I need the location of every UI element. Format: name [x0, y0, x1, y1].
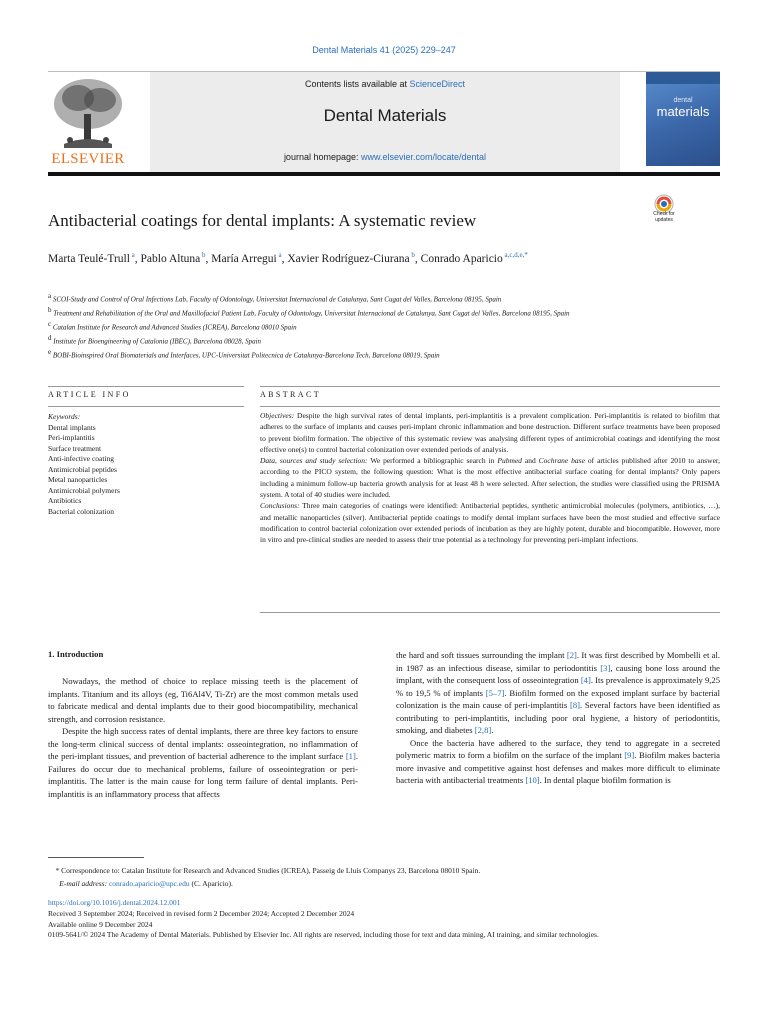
homepage-line	[150, 152, 620, 162]
author-affiliation-marker[interactable]: b	[409, 251, 415, 259]
article-info-heading: ARTICLE INFO	[48, 390, 131, 399]
affiliation-marker: d	[48, 334, 52, 343]
author-name: Xavier Rodríguez-Ciurana	[287, 252, 410, 265]
info-rule	[48, 406, 244, 407]
objectives-label: Objectives:	[260, 411, 295, 420]
data-and: and	[521, 456, 539, 466]
citation-link[interactable]: [9]	[624, 750, 635, 761]
author-affiliation-marker[interactable]: a,c,d,e,*	[502, 251, 528, 259]
publication-info	[48, 898, 720, 941]
intro-paragraph: Once the bacteria have adhered to the surface, they tend to aggregate in a secreted polymeric matrix to form a biofilm on the surface of the implant [9]. Biofilm makes bacteria more invasive and competitive against host defenses and makes more difficult to eliminate bacteria with antibacterial treatments [10]. In dental plaque biofilm formation is	[396, 737, 720, 786]
cover-title-text: materials	[656, 104, 710, 119]
affiliation-text: BOBI-Bioinspired Oral Biomaterials and Interfaces, UPC-Universitat Politecnica de Catalunya-Barcelona Tech, Barcelona 08019, Spain	[51, 351, 440, 360]
affiliation-text: Catalan Institute for Research and Advanced Studies (ICREA), Barcelona 08010 Spain	[51, 323, 297, 332]
abstract-top-rule	[260, 386, 720, 387]
intro-paragraph: Despite the high success rates of dental implants, there are three key factors to ensure the long-term clinical success of dental implants: osseointegration, no inflammation of the peri-implant tissues, and prevention of bacterial adherence to the implant surface [1]. Failures do occur due to mechanical problems, failure of osseointegration or peri-implantitis. The latter is the main cause for long term failure of dental implants. Peri-implantitis is an inflammatory process that affects	[48, 726, 358, 799]
affiliation	[48, 319, 618, 333]
pubmed-term: Pubmed	[497, 456, 522, 466]
journal-name: Dental Materials	[323, 106, 447, 125]
intro-paragraph: the hard and soft tissues surrounding the implant [2]. It was first described by Mombelli et al. in 1987 as an infectious disease, similar to periodontitis [3], causing bone loss around the implant, with the consequent loss of osseointegration [4]. Its prevalence is approximately 9,25 % to 19,5 % of implants [5–7]. Biofilm formed on the exposed implant surface by bacterial colonization is the main cause of peri-implantitis [8]. Several factors have been identified as contributing to peri-implantitis, including poor oral hygiene, a history of periodontitis, smoking, and diabetes [2,8].	[396, 650, 721, 736]
affiliation	[48, 347, 618, 361]
affiliation-marker: a	[48, 292, 52, 300]
check-for-updates-label[interactable]: Check for updates	[653, 211, 675, 223]
data-label: Data, sources and study selection:	[260, 456, 368, 466]
author-name: Conrado Aparicio	[420, 252, 503, 265]
info-top-rule	[48, 386, 244, 387]
keyword: Peri-implantitis	[48, 433, 95, 442]
journal-cover-band	[646, 72, 720, 84]
abstract-heading: ABSTRACT	[260, 390, 321, 399]
abstract-bottom-rule	[260, 612, 720, 613]
affiliation-list	[48, 291, 618, 361]
copyright-notice: 0109-5641/© 2024 The Academy of Dental Materials. Published by Elsevier Inc. All rights are reserved, including those for text and data mining, AI training, and similar technologies.	[48, 930, 599, 940]
keyword: Surface treatment	[48, 443, 102, 453]
affiliation	[48, 305, 618, 319]
intro-left-column	[48, 675, 358, 800]
objectives-text: Despite the high survival rates of dental implants, peri-implantitis is a prevalent complication. Peri-implantitis is related to biofilm that adheres to the surface of implants and causes peri-implant chronic inflammation and bone destruction. Different surface treatments have been proposed to prevent biofilm formation. The objective of this systematic review was analysing different types of antimicrobial coatings and identifying the most effective one(s) to control bacterial colonization over extended periods of analysis.	[260, 411, 720, 454]
affiliation	[48, 291, 618, 305]
cover-small-text: dental	[673, 97, 693, 104]
affiliation-marker: c	[48, 320, 52, 329]
intro-right-column	[396, 649, 720, 787]
affiliation-marker: b	[48, 306, 52, 315]
abstract-data	[260, 455, 720, 500]
keyword: Bacterial colonization	[48, 506, 115, 516]
citation-link[interactable]: [1]	[345, 751, 356, 762]
citation-link[interactable]: [10]	[525, 775, 540, 786]
citation-link[interactable]: [8]	[569, 700, 580, 711]
sciencedirect-link[interactable]: ScienceDirect	[409, 79, 466, 89]
keyword: Dental implants	[48, 422, 96, 432]
data-text-1: We performed a bibliographic search in	[367, 456, 498, 466]
data-text-2: of articles published after 2010 to answer, according to the PICO system, the following question: What is the most effective antibacterial surface coating for dental implants? Only papers including a minimum follow-up bacteria growth analysis for at least 48 h were selected. After selection, the studies were classified using the PRISMA system. A total of 40 studies were included.	[260, 456, 720, 500]
homepage-prefix: journal homepage:	[283, 152, 361, 162]
online-date: Available online 9 December 2024	[48, 919, 153, 929]
keyword: Anti-infective coating	[48, 454, 115, 463]
correspondence-text: Correspondence to: Catalan Institute for Research and Advanced Studies (ICREA), Passeig de Lluís Companys 23, Barcelona 08010 Spain.	[59, 866, 481, 875]
abstract-conclusions	[260, 500, 720, 545]
keyword: Antibiotics	[48, 496, 82, 505]
author-affiliation-marker[interactable]: a	[129, 251, 135, 259]
affiliation-text: Treatment and Rehabilitation of the Oral and Maxillofacial Patient Lab, Faculty of Odontology, Universitat Internacional de Catalunya, Sant Cugat del Valles, Barcelona 08195, Spain	[51, 309, 570, 318]
article-title: Antibacterial coatings for dental implants: A systematic review	[48, 211, 477, 230]
affiliation-text: SCOI-Study and Control of Oral Infections Lab, Faculty of Odontology, Universitat Internacional de Catalunya, Sant Cugat del Valles, Barcelona 08195, Spain	[51, 295, 502, 304]
journal-cover-image[interactable]	[646, 72, 720, 166]
citation-link[interactable]: [5–7]	[485, 687, 505, 698]
doi-link[interactable]: https://doi.org/10.1016/j.dental.2024.12.001	[48, 898, 181, 907]
citation-link[interactable]: [4]	[580, 675, 591, 686]
correspondence-footnote	[48, 864, 720, 890]
affiliation-marker: e	[48, 348, 52, 357]
header-bottom-rule	[48, 172, 720, 176]
footnote-marker: *	[55, 866, 60, 875]
keyword: Antimicrobial peptides	[48, 464, 117, 474]
author-affiliation-marker[interactable]: a	[276, 251, 282, 259]
keywords-block	[48, 412, 244, 517]
abstract-rule	[260, 406, 720, 407]
email-label: E-mail address:	[59, 879, 108, 888]
keyword: Metal nanoparticles	[48, 475, 108, 484]
citation-link[interactable]: [2]	[566, 650, 577, 660]
author-name: Marta Teulé-Trull	[48, 252, 130, 265]
citation-link[interactable]: [3]	[600, 662, 611, 673]
keyword: Antimicrobial polymers	[48, 485, 120, 495]
email-link[interactable]: conrado.aparicio@upc.edu	[108, 879, 190, 888]
email-line	[48, 877, 720, 890]
author-affiliation-marker[interactable]: b	[200, 251, 206, 259]
author-name: Pablo Altuna	[140, 252, 201, 265]
abstract-text	[260, 410, 720, 546]
conclusions-label: Conclusions:	[260, 501, 300, 511]
email-suffix: (C. Aparicio).	[189, 879, 233, 888]
contents-line	[150, 79, 620, 89]
intro-paragraph: Nowadays, the method of choice to replace missing teeth is the placement of implants. Titanium and its alloys (eg, Ti6Al4V, Ti-Zr) are the most common metals used to fabricate medical and dental implants due to their good biocompatibility, mechanical strength, and corrosion resistance.	[48, 676, 358, 724]
citation-link[interactable]: [2,8]	[474, 725, 492, 736]
author-name: María Arregui	[211, 252, 277, 265]
footnote-rule	[48, 857, 144, 858]
homepage-link[interactable]: www.elsevier.com/locate/dental	[361, 152, 487, 162]
correspondence-line	[48, 864, 720, 877]
keyword-list	[48, 423, 244, 518]
author-list: Marta Teulé-Trull $^a$, Pablo Altuna $^b$, María Arregui $^a$, Xavier Rodríguez-Ciurana $^b$, Conrado Aparicio $^{a,c,d,e,*}$	[48, 251, 528, 265]
keywords-heading: Keywords:	[48, 412, 81, 421]
abstract-objectives	[260, 410, 720, 455]
contents-prefix: Contents lists available at	[304, 79, 410, 89]
cochrane-term: Cochrane base	[538, 456, 585, 466]
journal-reference[interactable]: Dental Materials 41 (2025) 229–247	[312, 45, 456, 55]
conclusions-text: Three main categories of coatings were identified: Antibacterial peptides, synthetic antimicrobial molecules (polymers, antibiotics, …), and metallic nanoparticles (silver). Antibacterial peptide coatings to modify dental implant surfaces have been the most studied and effective surface modification to control bacterial colonization over extended periods of incubation as they are highly potent, durable and biocompatible. However, more in vitro and pre-clinical studies are needed to assess their true potential as a technology for preventing peri-implant infections.	[260, 501, 720, 545]
affiliation-text: Institute for Bioengineering of Catalonia (IBEC), Barcelona 08028, Spain	[51, 337, 262, 346]
received-dates: Received 3 September 2024; Received in revised form 2 December 2024; Accepted 2 December 2024	[48, 908, 355, 918]
elsevier-wordmark: ELSEVIER	[51, 151, 125, 167]
introduction-heading: 1. Introduction	[48, 649, 104, 659]
affiliation	[48, 333, 618, 347]
